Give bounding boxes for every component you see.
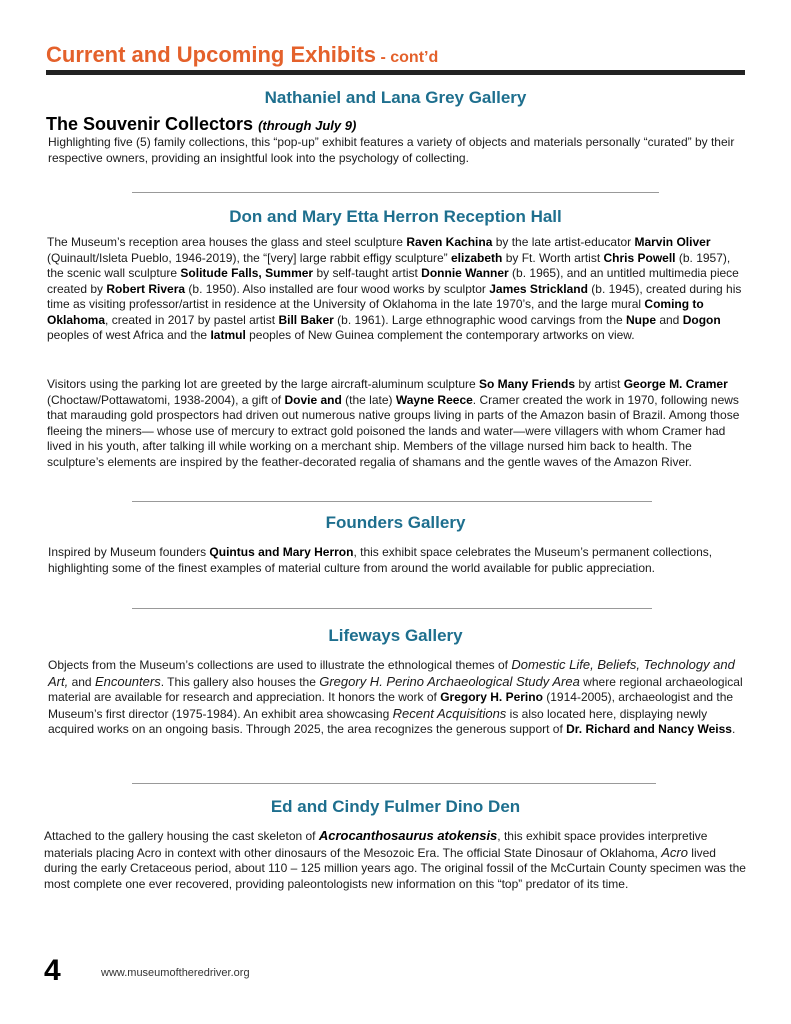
lifeways-gallery-title: Lifeways Gallery — [328, 626, 463, 645]
herron-hall-paragraph-2: Visitors using the parking lot are greeted by the large aircraft-aluminum sculpture So Many Friends by artist George M. Cramer (Choctaw/Pottawatomi, 1938-2004), a gift of Dovie and (the late) Wayne Reece. Cramer created the work in 1970, following news that marauding gold prospectors had driven out numerous native groups living in parts of the Amazon basin of Brazil. Among those fleeing the miners— whose use of mercury to extract gold poisoned the lands and water—were villagers with whom Cramer had lived in his youth, after talking ill while working on a merchant ship. Members of the village nursed him back to health. The sculpture’s elements are inspired by the feather-decorated regalia of shamans and the gentle waves of the Amazon River. — [47, 377, 740, 469]
grey-gallery-description: Highlighting five (5) family collections, this “pop-up” exhibit features a variety of objects and materials personally “curated” by their respective owners, providing an insightful look into the psychology of collecting. — [48, 135, 735, 165]
page-header — [46, 42, 746, 68]
section-divider — [132, 192, 659, 193]
section-divider — [132, 501, 652, 502]
page-number: 4 — [44, 954, 61, 987]
founders-gallery-description: Inspired by Museum founders Quintus and Mary Herron, this exhibit space celebrates the Museum’s permanent collections, highlighting some of the finest examples of material culture from around the world available for public appreciation. — [48, 545, 713, 575]
exhibit-dates: (through July 9) — [258, 118, 357, 133]
website-url[interactable]: www.museumoftheredriver.org — [101, 967, 250, 979]
page-title: Current and Upcoming Exhibits — [46, 42, 377, 67]
herron-hall-paragraph-1: The Museum’s reception area houses the glass and steel sculpture Raven Kachina by the late artist-educator Marvin Oliver (Quinault/Isleta Pueblo, 1946-2019), the “[very] large rabbit effigy sculpture” elizabeth by Ft. Worth artist Chris Powell (b. 1957), the scenic wall sculpture Solitude Falls, Summer by self-taught artist Donnie Wanner (b. 1965), and an untitled multimedia piece created by Robert Rivera (b. 1950). Also installed are four wood works by sculptor James Strickland (b. 1945), created during his time as visiting professor/artist in residence at the University of Oklahoma in the late 1970’s, and the large mural Coming to Oklahoma, created in 2017 by pastel artist Bill Baker (b. 1961). Large ethnographic wood carvings from the Nupe and Dogon peoples of west Africa and the Iatmul peoples of New Guinea complement the contemporary artworks on view. — [47, 235, 742, 342]
dino-den-description: Attached to the gallery housing the cast skeleton of Acrocanthosaurus atokensis, this exhibit space provides interpretive materials placing Acro in context with other dinosaurs of the Mesozoic Era. The official State Dinosaur of Oklahoma, Acro lived during the early Cretaceous period, about 110 – 125 million years ago. The original fossil of the McCurtain County specimen was the most complete one ever recovered, providing paleontologists new information on this “top” predator of its time. — [44, 828, 746, 891]
header-divider — [46, 70, 745, 75]
exhibit-name: The Souvenir Collectors — [46, 114, 254, 134]
exhibit-title — [46, 114, 356, 135]
section-divider — [132, 608, 652, 609]
page-subtitle: - cont’d — [376, 49, 439, 66]
herron-hall-title: Don and Mary Etta Herron Reception Hall — [229, 207, 562, 226]
section-divider — [132, 783, 656, 784]
founders-gallery-title: Founders Gallery — [325, 513, 466, 532]
grey-gallery-title: Nathaniel and Lana Grey Gallery — [264, 88, 527, 107]
dino-den-title: Ed and Cindy Fulmer Dino Den — [270, 797, 521, 816]
lifeways-gallery-description: Objects from the Museum’s collections are used to illustrate the ethnological themes of Domestic Life, Beliefs, Technology and Art, and Encounters. This gallery also houses the Gregory H. Perino Archaeological Study Area where regional archaeological material are available for research and appreciation. It honors the work of Gregory H. Perino (1914-2005), archaeologist and the Museum’s first director (1975-1984). An exhibit area showcasing Recent Acquisitions is also located here, displaying newly acquired works on an ongoing basis. Through 2025, the area recognizes the generous support of Dr. Richard and Nancy Weiss. — [48, 657, 743, 736]
